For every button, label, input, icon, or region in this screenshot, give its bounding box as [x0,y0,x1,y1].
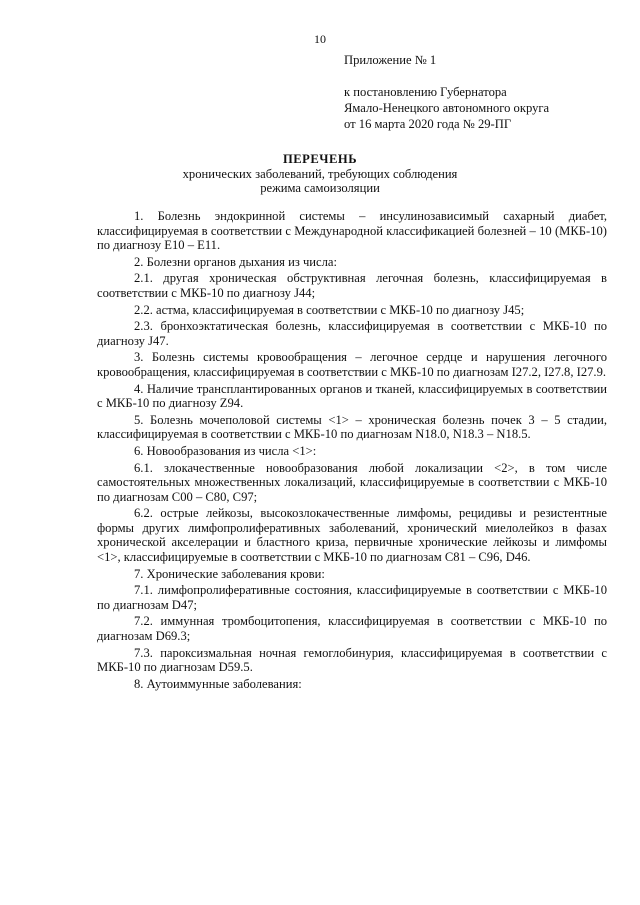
list-item-8: 8. Аутоиммунные заболевания: [134,676,302,691]
appendix-line-1: к постановлению Губернатора [344,85,507,99]
heading-subtitle-2: режима самоизоляции [260,181,380,195]
list-item-1: 1. Болезнь эндокринной системы – инсулинозависимый сахарный диабет, классифицируемая в соответствии с Международной классификацией болезней – 10 (МКБ-10) по диагнозу Е10 – Е11. [97,209,607,253]
appendix-title: Приложение № 1 [344,53,437,67]
list-item-6-2: 6.2. острые лейкозы, высокозлокачественные лимфомы, рецидивы и резистентные формы других лимфопролиферативных заболеваний, хронический миелолейкоз в фазах хронической акселерации и бластного криза, первичные хронические лейкозы и лимфомы <1>, классифицируемые в соответствии с МКБ-10 по диагнозам С81 – С96, D46. [97,506,607,565]
heading-subtitle-1: хронических заболеваний, требующих соблюдения [182,166,458,181]
list-item-2-3: 2.3. бронхоэктатическая болезнь, классифицируемая в соответствии с МКБ-10 по диагнозу J47. [97,319,607,348]
page-number: 10 [314,32,326,46]
list-item-2-2: 2.2. астма, классифицируемая в соответствии с МКБ-10 по диагнозу J45; [134,302,525,317]
list-item-7-3: 7.3. пароксизмальная ночная гемоглобинурия, классифицируемая в соответствии с МКБ-10 по диагнозам D59.5. [97,645,607,675]
list-item-7: 7. Хронические заболевания крови: [134,566,325,581]
appendix-line-3: от 16 марта 2020 года № 29-ПГ [344,117,512,131]
list-item-2-1: 2.1. другая хроническая обструктивная легочная болезнь, классифицируемая в соответствии с МКБ-10 по диагнозу J44; [97,271,607,300]
document-heading [0,152,640,196]
heading-title: ПЕРЕЧЕНЬ [282,152,358,166]
list-item-6: 6. Новообразования из числа <1>: [134,443,317,458]
appendix-line-2: Ямало-Ненецкого автономного округа [344,101,550,115]
list-item-7-2: 7.2. иммунная тромбоцитопения, классифицируемая в соответствии с МКБ-10 по диагнозам D69.3; [97,614,607,644]
list-item-6-1: 6.1. злокачественные новообразования любой локализации <2>, в том числе самостоятельных множественных локализаций, классифицируемые в соответствии с МКБ-10 по диагнозам С00 – С80, С97; [97,460,607,504]
list-item-7-1: 7.1. лимфопролиферативные состояния, классифицируемые в соответствии с МКБ-10 по диагнозам D47; [97,583,607,612]
list-item-5: 5. Болезнь мочеполовой системы <1> – хроническая болезнь почек 3 – 5 стадии, классифицируемая в соответствии с МКБ-10 по диагнозам N18.0, N18.3 – N18.5. [97,412,607,442]
appendix-block [344,52,624,132]
document-body [97,209,607,693]
list-item-2: 2. Болезни органов дыхания из числа: [134,254,337,269]
list-item-3: 3. Болезнь системы кровообращения – легочное сердце и нарушения легочного кровообращения, классифицируемая в соответствии с МКБ-10 по диагнозам I27.2, I27.8, I27.9. [97,350,607,379]
list-item-4: 4. Наличие трансплантированных органов и тканей, классифицируемых в соответствии с МКБ-10 по диагнозу Z94. [97,381,607,411]
